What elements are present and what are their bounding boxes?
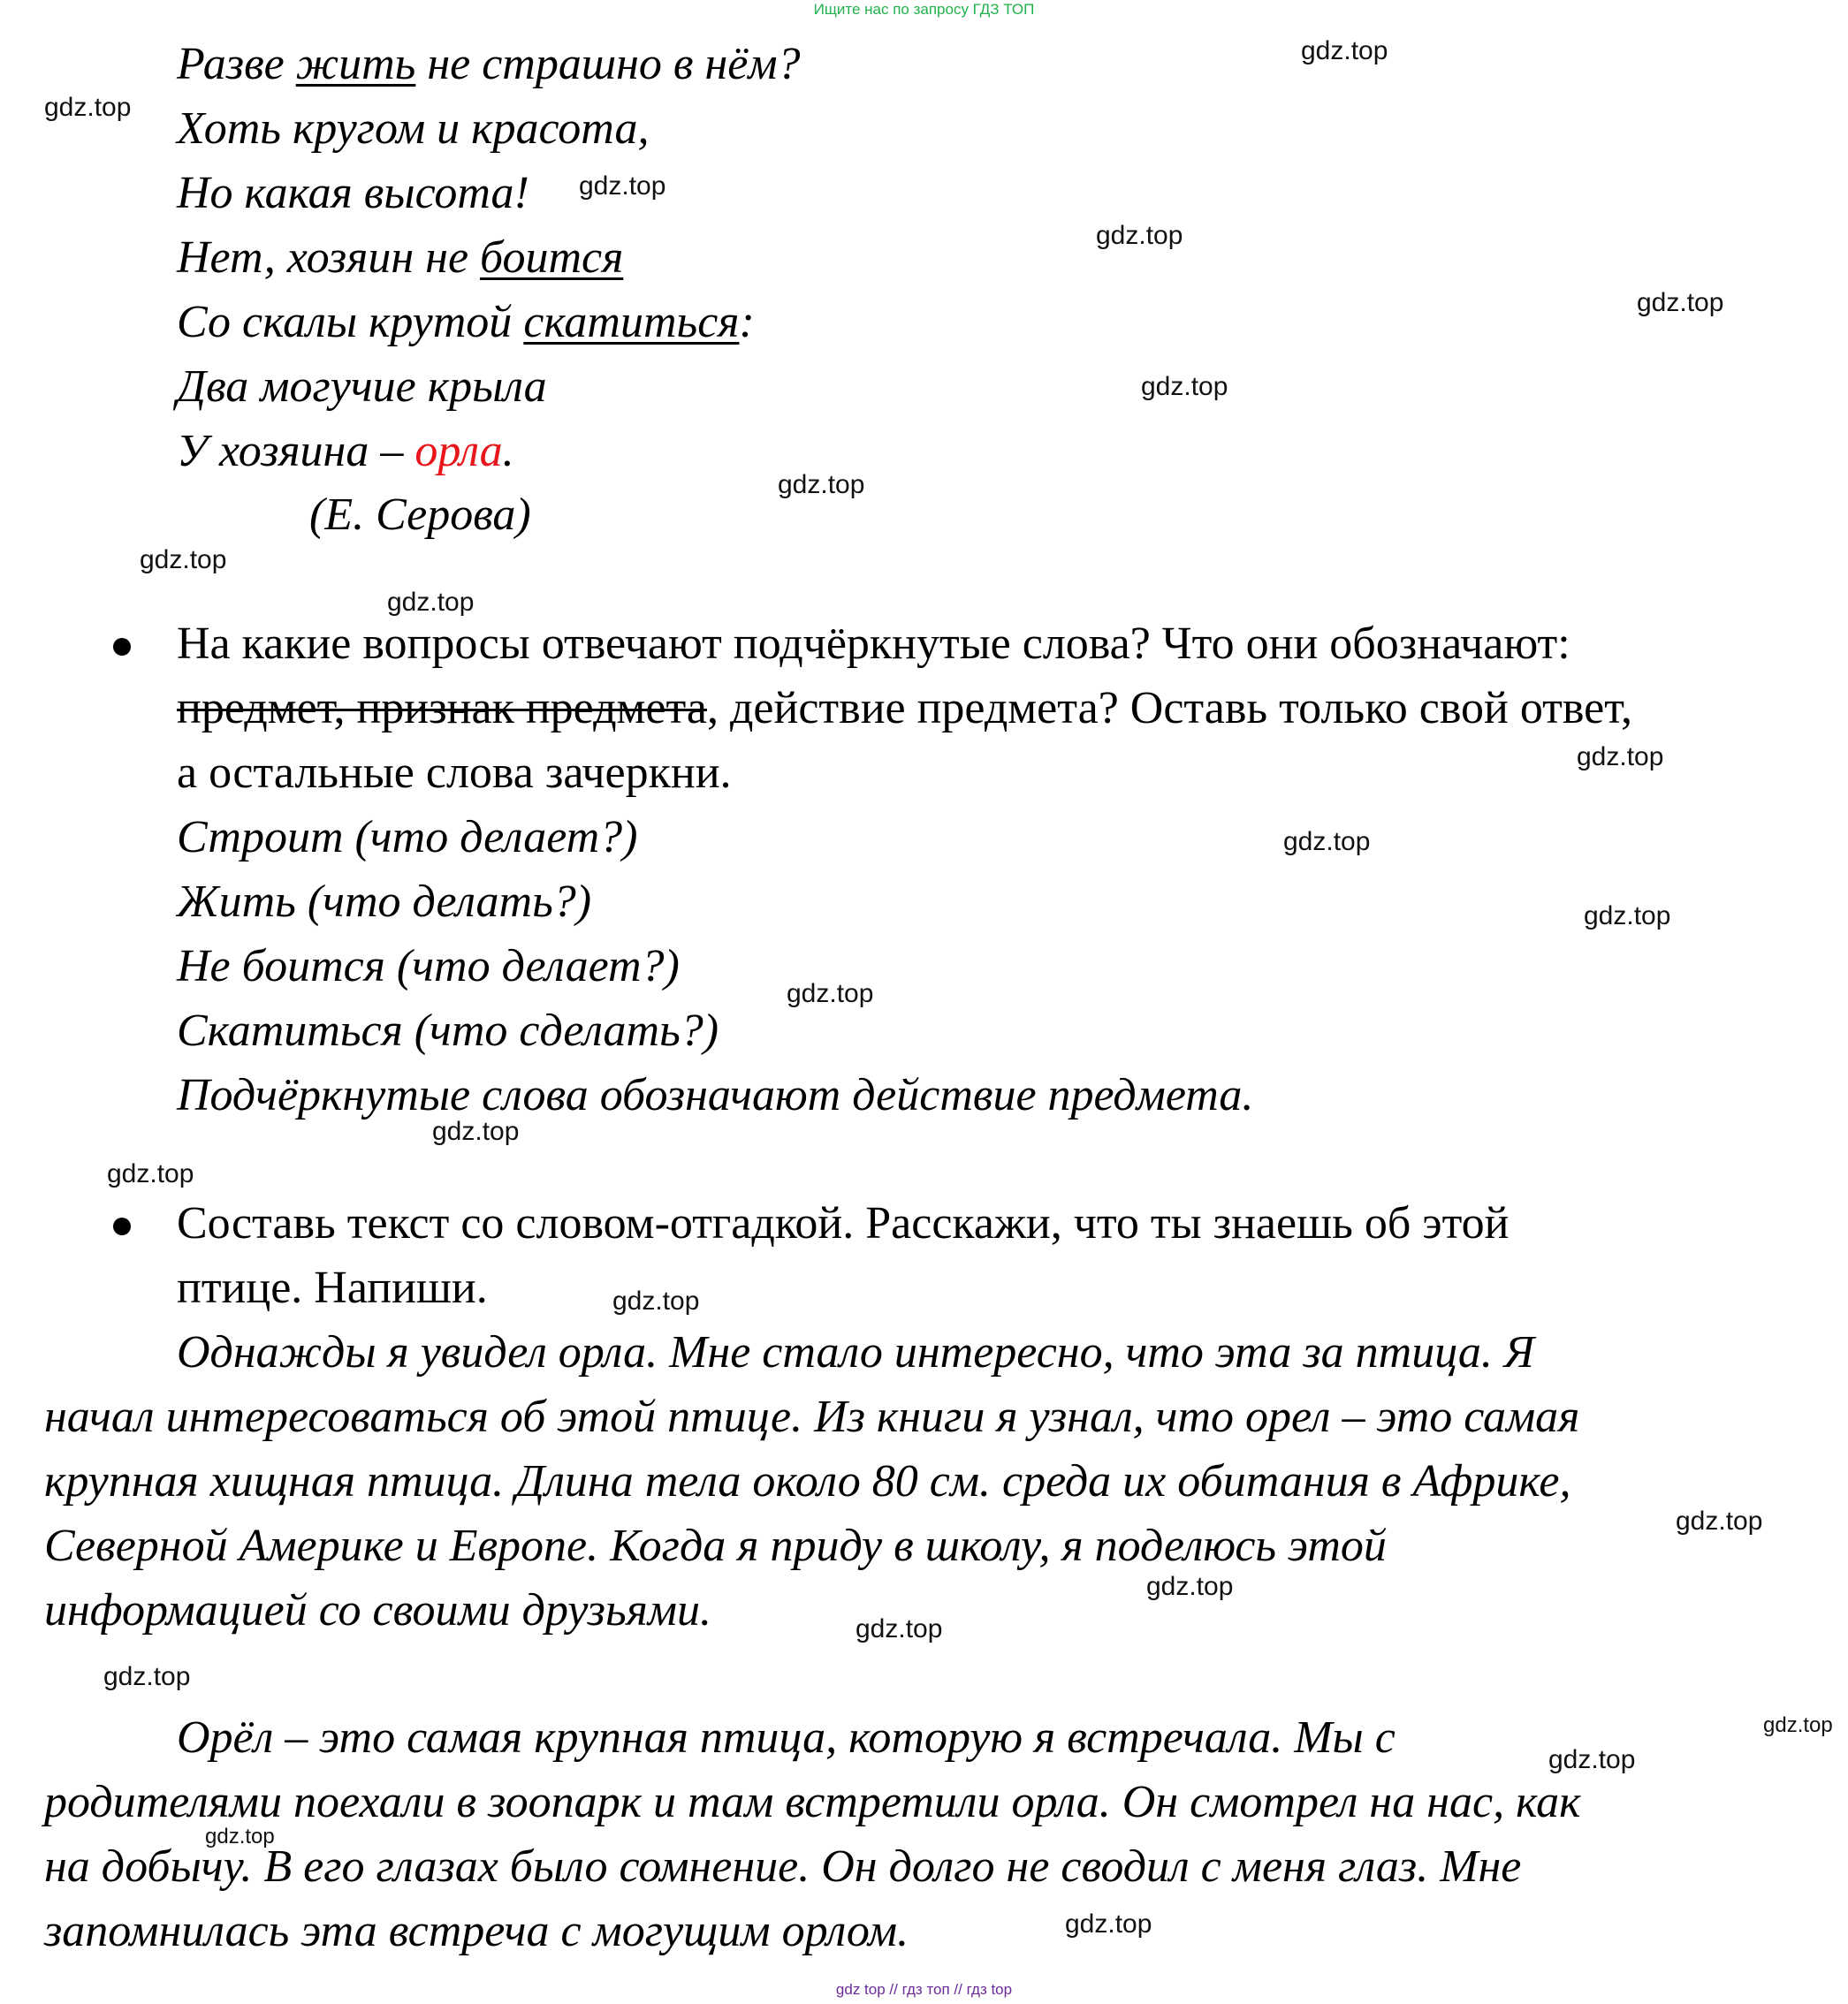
- task1-line-1: На какие вопросы отвечают подчёркнутые слова? Что они обозначают:: [177, 619, 1570, 669]
- answer-line-4: Скатиться (что сделать?): [177, 1006, 719, 1056]
- story1-line-4: Северной Америке и Европе. Когда я приду в школу, я поделюсь этой: [44, 1521, 1387, 1571]
- watermark: gdz.top: [1584, 901, 1671, 930]
- answer-line-3: Не боится (что делает?): [177, 941, 680, 991]
- watermark: gdz.top: [612, 1287, 700, 1316]
- watermark: gdz.top: [1548, 1745, 1636, 1774]
- watermark: gdz.top: [44, 93, 132, 122]
- story2-line-2: родителями поехали в зоопарк и там встретили орла. Он смотрел на нас, как: [44, 1777, 1581, 1827]
- watermark: gdz.top: [1146, 1572, 1234, 1601]
- bullet-icon: [113, 638, 131, 656]
- story1-line-1: Однажды я увидел орла. Мне стало интересно, что эта за птица. Я: [177, 1327, 1535, 1378]
- header-banner: Ищите нас по запросу ГДЗ ТОП: [813, 1, 1035, 18]
- story1-line-5: информацией со своими друзьями.: [44, 1585, 711, 1636]
- watermark: gdz.top: [787, 979, 874, 1008]
- poem-line-3: Но какая высота!: [177, 168, 529, 218]
- poem-line-5: Со скалы крутой скатиться:: [177, 297, 755, 347]
- watermark: gdz.top: [1096, 221, 1183, 250]
- poem-author: (Е. Серова): [309, 490, 531, 540]
- task1-line-3: а остальные слова зачеркни.: [177, 748, 732, 798]
- watermark: gdz.top: [205, 1825, 275, 1848]
- watermark: gdz.top: [1283, 827, 1371, 856]
- task2-line-2: птице. Напиши.: [177, 1263, 488, 1313]
- poem-line-7: У хозяина – орла.: [177, 426, 514, 476]
- poem-line-6: Два могучие крыла: [177, 361, 547, 412]
- story2-line-4: запомнилась эта встреча с могущим орлом.: [44, 1906, 909, 1956]
- answer-line-2: Жить (что делать?): [177, 877, 592, 927]
- watermark: gdz.top: [103, 1662, 191, 1691]
- watermark: gdz.top: [140, 545, 227, 574]
- task2-line-1: Составь текст со словом-отгадкой. Расскажи, что ты знаешь об этой: [177, 1198, 1510, 1249]
- watermark: gdz.top: [1301, 36, 1388, 65]
- watermark: gdz.top: [1141, 372, 1228, 401]
- watermark: gdz.top: [1763, 1713, 1833, 1737]
- watermark: gdz.top: [1065, 1909, 1152, 1939]
- watermark: gdz.top: [387, 588, 475, 617]
- story1-line-3: крупная хищная птица. Длина тела около 80 см. среда их обитания в Африке,: [44, 1456, 1571, 1507]
- watermark: gdz.top: [1676, 1507, 1763, 1536]
- bullet-icon: [113, 1218, 131, 1235]
- watermark: gdz.top: [1577, 742, 1664, 771]
- watermark: gdz.top: [579, 171, 666, 201]
- answer-line-5: Подчёркнутые слова обозначают действие предмета.: [177, 1070, 1254, 1120]
- footer-banner: gdz top // гдз топ // гдз top: [835, 1981, 1013, 1998]
- story2-line-3: на добычу. В его глазах было сомнение. Он долго не сводил с меня глаз. Мне: [44, 1841, 1522, 1892]
- watermark: gdz.top: [1637, 288, 1724, 317]
- watermark: gdz.top: [778, 470, 865, 499]
- story2-line-1: Орёл – это самая крупная птица, которую я встречала. Мы с: [177, 1712, 1396, 1763]
- watermark: gdz.top: [856, 1614, 943, 1643]
- task1-line-2: предмет, признак предмета, действие предмета? Оставь только свой ответ,: [177, 683, 1633, 733]
- poem-line-2: Хоть кругом и красота,: [177, 103, 650, 154]
- struck-words: предмет, признак предмета: [177, 683, 707, 733]
- watermark: gdz.top: [432, 1117, 520, 1146]
- answer-line-1: Строит (что делает?): [177, 812, 638, 862]
- story1-line-2: начал интересоваться об этой птице. Из книги я узнал, что орел – это самая: [44, 1392, 1580, 1442]
- poem-line-1: Разве жить не страшно в нём?: [177, 39, 801, 89]
- watermark: gdz.top: [107, 1159, 194, 1188]
- poem-line-4: Нет, хозяин не боится: [177, 232, 624, 283]
